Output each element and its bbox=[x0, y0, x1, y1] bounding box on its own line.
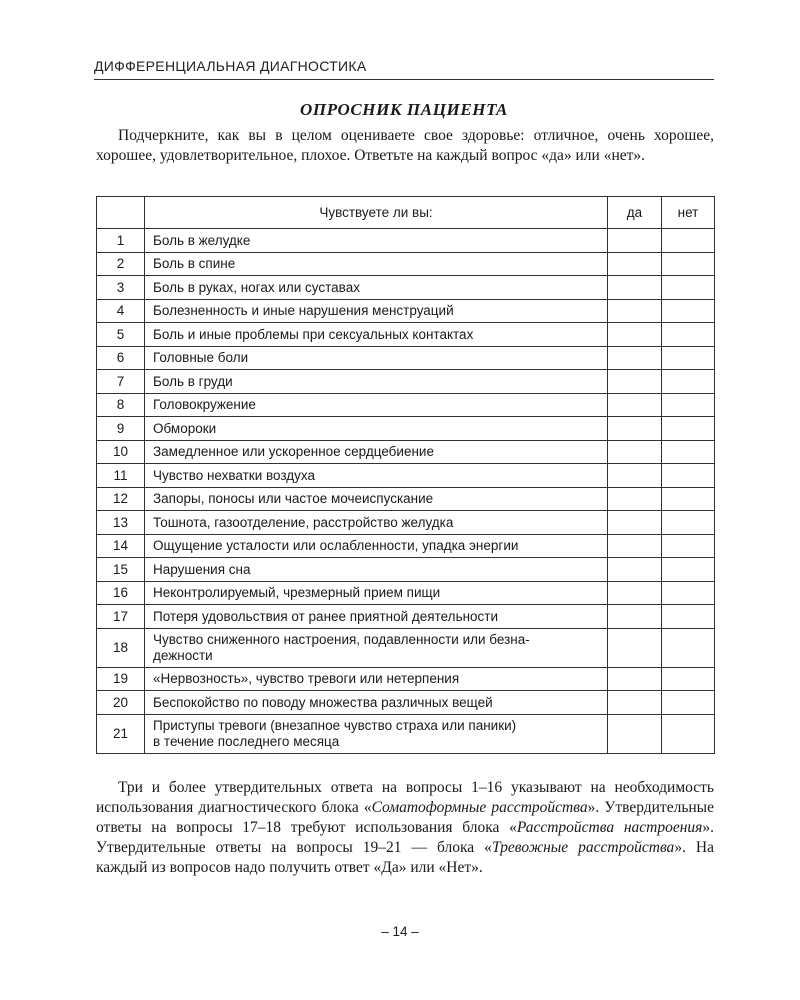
table-row bbox=[97, 252, 715, 276]
table-row bbox=[97, 511, 715, 535]
header-yes: да bbox=[608, 197, 662, 229]
answer-no-cell[interactable] bbox=[662, 276, 715, 300]
block-name-mood: Расстройства настроения bbox=[516, 819, 703, 836]
block-name-anxiety: Тревожные расстройства bbox=[491, 839, 675, 856]
row-number: 18 bbox=[97, 628, 145, 667]
answer-yes-cell[interactable] bbox=[608, 276, 662, 300]
question-text: Болезненность и иные нарушения менструаций bbox=[145, 299, 608, 323]
answer-no-cell[interactable] bbox=[662, 417, 715, 441]
answer-no-cell[interactable] bbox=[662, 229, 715, 253]
answer-yes-cell[interactable] bbox=[608, 393, 662, 417]
answer-yes-cell[interactable] bbox=[608, 252, 662, 276]
outro-part-4: ». На каждый из вопросов надо получить ответ «Да» или «Нет». bbox=[96, 839, 714, 876]
row-number: 2 bbox=[97, 252, 145, 276]
answer-yes-cell[interactable] bbox=[608, 299, 662, 323]
answer-yes-cell[interactable] bbox=[608, 346, 662, 370]
question-text: Запоры, поносы или частое мочеиспускание bbox=[145, 487, 608, 511]
row-number: 8 bbox=[97, 393, 145, 417]
answer-no-cell[interactable] bbox=[662, 667, 715, 691]
header-question: Чувствуете ли вы: bbox=[145, 197, 608, 229]
table-row bbox=[97, 417, 715, 441]
questionnaire-table bbox=[96, 196, 715, 754]
answer-no-cell[interactable] bbox=[662, 323, 715, 347]
answer-yes-cell[interactable] bbox=[608, 464, 662, 488]
page-title: ОПРОСНИК ПАЦИЕНТА bbox=[300, 100, 508, 119]
answer-no-cell[interactable] bbox=[662, 346, 715, 370]
row-number: 5 bbox=[97, 323, 145, 347]
answer-no-cell[interactable] bbox=[662, 714, 715, 753]
question-text: Чувство сниженного настроения, подавленности или безна- дежности bbox=[145, 628, 608, 667]
question-text: Потеря удовольствия от ранее приятной деятельности bbox=[145, 605, 608, 629]
answer-no-cell[interactable] bbox=[662, 511, 715, 535]
row-number: 13 bbox=[97, 511, 145, 535]
table-row bbox=[97, 370, 715, 394]
question-text: «Нервозность», чувство тревоги или нетерпения bbox=[145, 667, 608, 691]
table-header-row bbox=[97, 197, 715, 229]
table-row bbox=[97, 667, 715, 691]
intro-text: Подчеркните, как вы в целом оцениваете свое здоровье: отличное, очень хорошее, хорошее, удовлетворительное, плохое. Ответьте на каждый вопрос «да» или «нет». bbox=[96, 127, 714, 164]
header-no: нет bbox=[662, 197, 715, 229]
answer-yes-cell[interactable] bbox=[608, 667, 662, 691]
question-text: Приступы тревоги (внезапное чувство страха или паники) в течение последнего месяца bbox=[145, 714, 608, 753]
answer-yes-cell[interactable] bbox=[608, 370, 662, 394]
table-row bbox=[97, 605, 715, 629]
running-header: ДИФФЕРЕНЦИАЛЬНАЯ ДИАГНОСТИКА bbox=[94, 58, 367, 74]
answer-yes-cell[interactable] bbox=[608, 440, 662, 464]
answer-no-cell[interactable] bbox=[662, 252, 715, 276]
row-number: 16 bbox=[97, 581, 145, 605]
page-number: – 14 – bbox=[381, 924, 419, 939]
table-row bbox=[97, 276, 715, 300]
question-text: Нарушения сна bbox=[145, 558, 608, 582]
answer-yes-cell[interactable] bbox=[608, 691, 662, 715]
answer-no-cell[interactable] bbox=[662, 628, 715, 667]
answer-no-cell[interactable] bbox=[662, 581, 715, 605]
answer-yes-cell[interactable] bbox=[608, 581, 662, 605]
question-text: Ощущение усталости или ослабленности, упадка энергии bbox=[145, 534, 608, 558]
table-row bbox=[97, 691, 715, 715]
row-number: 19 bbox=[97, 667, 145, 691]
table-row bbox=[97, 393, 715, 417]
row-number: 21 bbox=[97, 714, 145, 753]
row-number: 10 bbox=[97, 440, 145, 464]
outro-paragraph bbox=[96, 778, 714, 878]
row-number: 15 bbox=[97, 558, 145, 582]
block-name-somatoform: Соматоформные расстройства bbox=[371, 799, 588, 816]
table-row bbox=[97, 534, 715, 558]
row-number: 4 bbox=[97, 299, 145, 323]
answer-no-cell[interactable] bbox=[662, 440, 715, 464]
answer-yes-cell[interactable] bbox=[608, 534, 662, 558]
table-row bbox=[97, 440, 715, 464]
outro-text bbox=[96, 778, 714, 878]
table-row bbox=[97, 346, 715, 370]
answer-no-cell[interactable] bbox=[662, 558, 715, 582]
row-number: 14 bbox=[97, 534, 145, 558]
answer-no-cell[interactable] bbox=[662, 691, 715, 715]
table-row bbox=[97, 628, 715, 667]
header-number bbox=[97, 197, 145, 229]
row-number: 17 bbox=[97, 605, 145, 629]
outro-part-2: ». Утвердительные ответы на вопросы 17–18 требуют использования блока « bbox=[96, 799, 714, 836]
answer-no-cell[interactable] bbox=[662, 393, 715, 417]
table-row bbox=[97, 464, 715, 488]
question-text: Неконтролируемый, чрезмерный прием пищи bbox=[145, 581, 608, 605]
question-text: Беспокойство по поводу множества различных вещей bbox=[145, 691, 608, 715]
question-text: Боль в желудке bbox=[145, 229, 608, 253]
answer-yes-cell[interactable] bbox=[608, 628, 662, 667]
row-number: 9 bbox=[97, 417, 145, 441]
answer-no-cell[interactable] bbox=[662, 487, 715, 511]
table-row bbox=[97, 558, 715, 582]
answer-no-cell[interactable] bbox=[662, 464, 715, 488]
answer-yes-cell[interactable] bbox=[608, 323, 662, 347]
answer-yes-cell[interactable] bbox=[608, 487, 662, 511]
answer-no-cell[interactable] bbox=[662, 299, 715, 323]
answer-yes-cell[interactable] bbox=[608, 714, 662, 753]
question-text: Тошнота, газоотделение, расстройство желудка bbox=[145, 511, 608, 535]
row-number: 12 bbox=[97, 487, 145, 511]
row-number: 6 bbox=[97, 346, 145, 370]
intro-paragraph bbox=[96, 126, 714, 166]
answer-yes-cell[interactable] bbox=[608, 229, 662, 253]
table-row bbox=[97, 581, 715, 605]
answer-yes-cell[interactable] bbox=[608, 417, 662, 441]
answer-yes-cell[interactable] bbox=[608, 511, 662, 535]
answer-yes-cell[interactable] bbox=[608, 605, 662, 629]
outro-part-1: Три и более утвердительных ответа на вопросы 1–16 указывают на необходимость использования диагностического блока « bbox=[96, 779, 714, 816]
header-rule bbox=[94, 79, 714, 80]
row-number: 20 bbox=[97, 691, 145, 715]
question-text: Головные боли bbox=[145, 346, 608, 370]
answer-no-cell[interactable] bbox=[662, 534, 715, 558]
row-number: 11 bbox=[97, 464, 145, 488]
question-text: Чувство нехватки воздуха bbox=[145, 464, 608, 488]
row-number: 3 bbox=[97, 276, 145, 300]
question-text: Боль в руках, ногах или суставах bbox=[145, 276, 608, 300]
answer-yes-cell[interactable] bbox=[608, 558, 662, 582]
answer-no-cell[interactable] bbox=[662, 605, 715, 629]
row-number: 1 bbox=[97, 229, 145, 253]
table-row bbox=[97, 229, 715, 253]
question-text: Обмороки bbox=[145, 417, 608, 441]
outro-part-3: ». Утвердительные ответы на вопросы 19–21 — блока « bbox=[96, 819, 714, 856]
question-text: Головокружение bbox=[145, 393, 608, 417]
answer-no-cell[interactable] bbox=[662, 370, 715, 394]
question-text: Боль в спине bbox=[145, 252, 608, 276]
question-text: Боль в груди bbox=[145, 370, 608, 394]
table-row bbox=[97, 487, 715, 511]
table-row bbox=[97, 299, 715, 323]
table-row bbox=[97, 714, 715, 753]
row-number: 7 bbox=[97, 370, 145, 394]
table-body bbox=[97, 229, 715, 754]
question-text: Замедленное или ускоренное сердцебиение bbox=[145, 440, 608, 464]
question-text: Боль и иные проблемы при сексуальных контактах bbox=[145, 323, 608, 347]
table-row bbox=[97, 323, 715, 347]
